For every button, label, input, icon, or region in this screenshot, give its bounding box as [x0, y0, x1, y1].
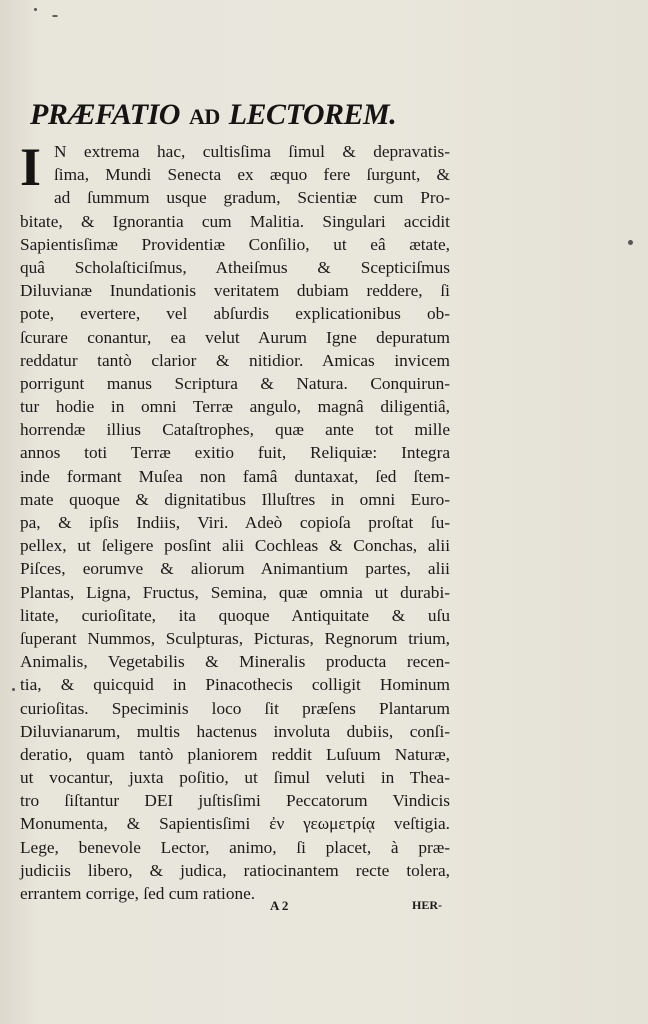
text-line: Animalis, Vegetabilis & Mineralis producta recen- [20, 652, 450, 672]
text-line: pellex, ut ſeligere posſint alii Cochleas & Conchas, alii [20, 536, 450, 556]
text-line: mate quoque & dignitatibus Illuſtres in omni Euro- [20, 489, 450, 509]
text-line: annos toti Terræ exitio fuit, Reliquiæ: Integra [20, 443, 450, 463]
text-line: tur hodie in omni Terræ angulo, magnâ diligentiâ, [20, 397, 450, 417]
text-line: Diluvianæ Inundationis veritatem dubiam reddere, ſi [20, 281, 450, 301]
text-line: inde formant Muſea non famâ duntaxat, ſed ſtem- [20, 466, 450, 486]
preface-text [20, 137, 450, 905]
text-line: ſuperant Nummos, Sculpturas, Picturas, Regnorum trium, [20, 628, 450, 648]
margin-speck [628, 240, 633, 245]
text-line: Sapientisſimæ Providentiæ Conſilio, ut eâ ætate, [20, 234, 450, 254]
margin-speck [52, 15, 58, 17]
heading-praefatio: PRÆFATIO [30, 98, 180, 131]
text-line: judiciis libero, & judica, ratiocinantem recte tolera, [20, 860, 450, 880]
text-line: ſima, Mundi Senecta ex æquo fere ſurgunt, & [54, 165, 450, 185]
signature-mark: A 2 [270, 898, 289, 913]
text-line: Monumenta, & Sapientisſimi ἐν γεωμετρίᾳ veſtigia. [20, 814, 450, 834]
catchword: HER- [412, 898, 442, 912]
page-footer [20, 894, 450, 914]
text-line: deratio, quam tantò planiorem reddit Luſuum Naturæ, [20, 744, 450, 764]
text-line: litate, curioſitate, ita quoque Antiquitate & uſu [20, 605, 450, 625]
text-line: pote, evertere, vel abſurdis explicationibus ob- [20, 304, 450, 324]
text-line: ſcurare conantur, ea velut Aurum Igne depuratum [20, 327, 450, 347]
heading-lectorem: LECTOREM. [228, 98, 397, 131]
text-line: Piſces, eorumve & aliorum Animantium partes, alii [20, 559, 450, 579]
text-line: quâ Scholaſticiſmus, Atheiſmus & Scepticiſmus [20, 257, 450, 277]
text-line: porrigunt manus Scriptura & Natura. Conquirun- [20, 373, 450, 393]
page-heading [30, 98, 450, 132]
text-line: reddatur tantò clarior & nitidior. Amicas invicem [20, 350, 450, 370]
margin-speck [34, 8, 37, 11]
text-line: ut vocantur, juxta poſitio, ut ſimul veluti in Thea- [20, 768, 450, 788]
text-line: bitate, & Ignorantia cum Malitia. Singulari accidit [20, 211, 450, 231]
text-line: horrendæ illius Cataſtrophes, quæ ante tot mille [20, 420, 450, 440]
text-line: N extrema hac, cultisſima ſimul & depravatis- [54, 142, 450, 161]
text-line: pa, & ipſis Indiis, Viri. Adeò copioſa proſtat ſu- [20, 513, 450, 532]
heading-ad: AD [188, 104, 220, 129]
drop-cap-initial: I [20, 137, 42, 197]
text-line: tro ſiſtantur DEI juſtisſimi Peccatorum Vindicis [20, 791, 450, 811]
text-line: Diluvianarum, multis hactenus involuta dubiis, conſi- [20, 721, 450, 741]
margin-speck [12, 688, 15, 691]
text-line: Plantas, Ligna, Fructus, Semina, quæ omnia ut durabi- [20, 582, 450, 602]
text-line: ad ſummum usque gradum, Scientiæ cum Pro- [54, 188, 450, 208]
text-line: Lege, benevole Lector, animo, ſi placet, à præ- [20, 837, 450, 857]
text-line: curioſitas. Speciminis loco ſit præſens Plantarum [20, 698, 450, 718]
text-line: tia, & quicquid in Pinacothecis colligit Hominum [20, 675, 450, 695]
text-line: errantem corrige, ſed cum ratione. [20, 884, 256, 903]
